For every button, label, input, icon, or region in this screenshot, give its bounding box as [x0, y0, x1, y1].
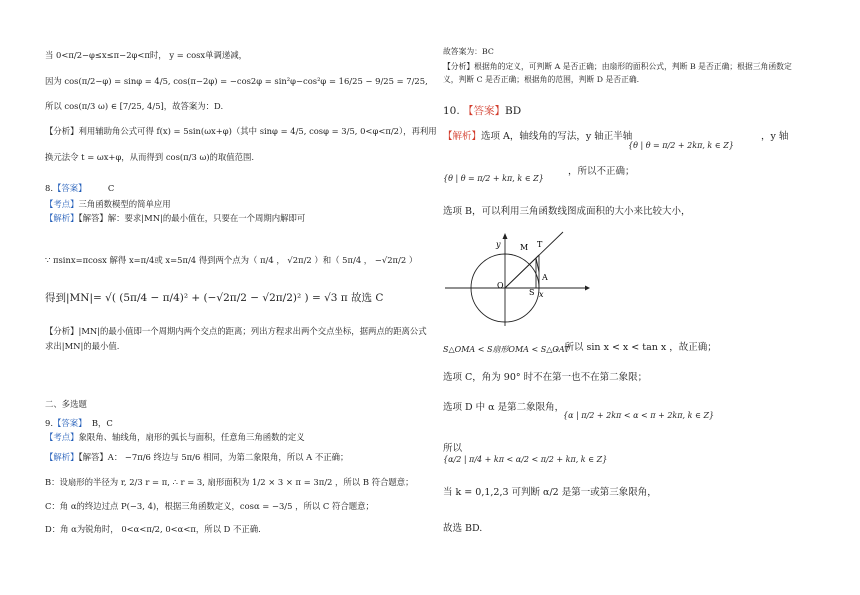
q8-jiexi-line — [45, 213, 305, 224]
option-text: 【解答】A： −7π/6 终边与 5π/6 相同，为第二象限角，所以 A 不正确； — [78, 452, 349, 462]
text-line: ，所以不正确； — [568, 166, 635, 177]
answer-tag: 【答案】 — [53, 183, 87, 193]
answer-value: BD — [505, 105, 522, 117]
q8-answer-line — [45, 183, 114, 194]
y-axis-arrow — [503, 233, 508, 239]
q8-analysis-2: 求出|MN|的最小值. — [45, 341, 120, 351]
set-expression: {θ | θ = π/2 + 2kπ, k ∈ Z} — [628, 141, 734, 150]
q9-kaodian-line — [45, 432, 305, 443]
text-line: 当 k = 0,1,2,3 可判断 α/2 是第一或第三象限角， — [443, 487, 657, 498]
kaodian-tag: 【考点】 — [45, 199, 79, 209]
text-line: ，所以 sin x < x < tan x ，故正确； — [555, 342, 717, 353]
y-label: y — [496, 240, 501, 249]
point-label-o: O — [497, 281, 504, 290]
question-number: 9. — [45, 418, 53, 428]
point-label-m: M — [520, 243, 529, 252]
q9-option-d: D：角 α为锐角时， 0<α<π/2, 0<α<π，所以 D 不正确. — [45, 524, 261, 534]
area-inequality: S△OMA < S扇形OMA < S△OAT — [443, 345, 570, 354]
q10-option-b: 选项 B，可以利用三角函数线图成面积的大小来比较大小， — [443, 206, 691, 217]
jiexi-tag: 【解析】 — [45, 213, 79, 223]
chord-line — [536, 258, 539, 272]
kaodian-text: 象限角、轴线角，扇形的弧长与面积，任意角三角函数的定义 — [78, 432, 305, 442]
answer-value: C — [107, 183, 115, 193]
text-line: ，y 轴 — [761, 131, 789, 142]
answer-tag: 【答案】 — [463, 105, 506, 117]
q8-equation-2: 得到|MN|= √( (5π/4 − π/4)² + (−√2π/2 − √2π/2)² ) = √3 π 故选 C — [45, 292, 384, 304]
set-expression: {α/2 | π/4 + kπ < α/2 < π/2 + kπ, k ∈ Z} — [443, 455, 608, 464]
point-label-a: A — [542, 273, 548, 282]
text-line: 所以 cos(π/3 ω) ∈ [7/25, 4/5]，故答案为：D. — [45, 101, 224, 111]
q9-answer-line — [45, 418, 113, 429]
section-heading: 二、多选题 — [45, 399, 87, 409]
q8-analysis-1: 【分析】|MN|的最小值即一个周期内两个交点的距离；列出方程求出两个交点坐标，据两点的距离公式 — [45, 326, 427, 336]
answer-value: B，C — [91, 418, 113, 428]
unit-circle-figure — [443, 228, 593, 328]
question-number: 8. — [45, 183, 53, 193]
set-expression: {α | π/2 + 2kπ < α < π + 2kπ, k ∈ Z} — [563, 411, 715, 420]
set-expression: {θ | θ = π/2 + kπ, k ∈ Z} — [443, 174, 544, 183]
q9-option-c: C：角 α的终边过点 P(−3, 4)，根据三角函数定义，cosα = −3/5 ，所以 C 符合题意； — [45, 501, 374, 511]
q10-option-c: 选项 C，角为 90° 时不在第一也不在第二象限； — [443, 372, 648, 383]
point-label-s: S — [529, 288, 535, 297]
radius-line — [505, 255, 539, 288]
text-line: 【分析】利用辅助角公式可得 f(x) = 5sin(ωx+φ)（其中 sinφ = 4/5, cosφ = 3/5, 0<φ<π/2），再利用 — [45, 126, 437, 136]
text-line: 所以 — [443, 443, 463, 454]
jiexi-text: 【解答】解：要求|MN|的最小值在，只要在一个周期内解即可 — [78, 213, 306, 223]
point-label-t: T — [537, 240, 543, 249]
q8-equation-1: ∵ πsinx=πcosx 解得 x=π/4或 x=5π/4 得到两个点为（ π/4 ， √2π/2 ）和（ 5π/4 ， −√2π/2 ） — [45, 255, 418, 265]
kaodian-tag: 【考点】 — [45, 432, 79, 442]
q10-answer-line — [443, 104, 521, 118]
text-line: 故答案为：BC — [443, 47, 494, 56]
final-answer: 故选 BD. — [443, 523, 483, 534]
answer-tag: 【答案】 — [53, 418, 87, 428]
kaodian-text: 三角函数模型的简单应用 — [78, 199, 171, 209]
q10-option-d: 选项 D 中 α 是第二象限角， — [443, 402, 565, 413]
text-line: 【分析】根据角的定义，可判断 A 是否正确；由扇形的面积公式，判断 B 是否正确；根据三角函数定 — [443, 62, 792, 71]
text-line: 换元法令 t = ωx+φ，从而得到 cos(π/3 ω)的取值范围. — [45, 152, 255, 162]
jiexi-tag: 【解析】 — [443, 131, 482, 142]
q9-option-b: B：设扇形的半径为 r, 2/3 r = π, ∴ r = 3, 扇形面积为 1/2 × 3 × π = 3π/2 ，所以 B 符合题意； — [45, 477, 414, 487]
question-number: 10. — [443, 105, 460, 117]
q10-option-a — [443, 131, 632, 142]
option-text: 选项 A，轴线角的写法，y 轴正半轴 — [481, 131, 633, 142]
x-axis-arrow — [585, 286, 590, 291]
text-line: 因为 cos(π/2−φ) = sinφ = 4/5, cos(π−2φ) = −cos2φ = sin²φ−cos²φ = 16/25 − 9/25 = 7/25, — [45, 76, 428, 86]
text-line: 当 0<π/2−φ≤x≤π−2φ<π时， y = cosx单调递减， — [45, 50, 248, 60]
text-line: 义，判断 C 是否正确；根据角的范围，判断 D 是否正确. — [443, 75, 640, 84]
x-label: x — [539, 290, 544, 299]
q9-option-a — [45, 452, 348, 463]
q8-kaodian-line — [45, 199, 171, 210]
jiexi-tag: 【解析】 — [45, 452, 79, 462]
